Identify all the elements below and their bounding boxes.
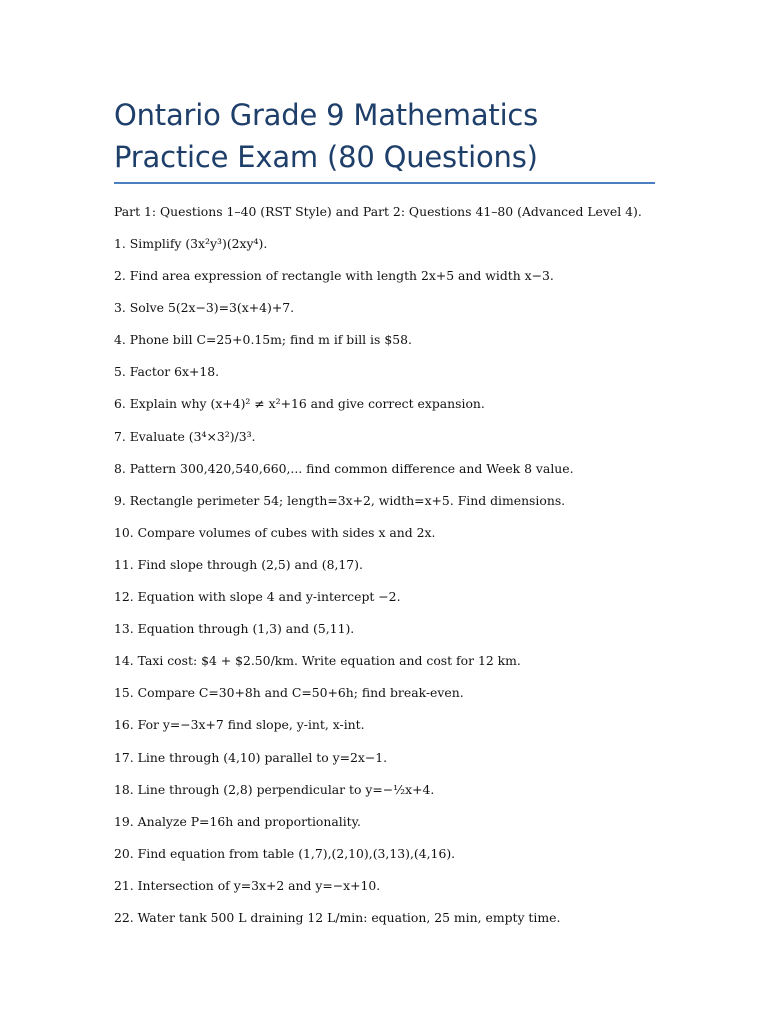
page-title: Ontario Grade 9 Mathematics Practice Exam (80 Questions)	[114, 98, 539, 174]
title-underline	[114, 182, 655, 184]
question-item: 10. Compare volumes of cubes with sides x and 2x.	[114, 524, 436, 540]
question-list	[114, 236, 655, 942]
question-item: 11. Find slope through (2,5) and (8,17).	[114, 556, 363, 572]
question-item: 21. Intersection of y=3x+2 and y=−x+10.	[114, 877, 381, 893]
question-item: 22. Water tank 500 L draining 12 L/min: equation, 25 min, empty time.	[114, 909, 561, 925]
question-item: 20. Find equation from table (1,7),(2,10),(3,13),(4,16).	[114, 845, 456, 861]
question-item: 13. Equation through (1,3) and (5,11).	[114, 621, 355, 637]
question-item: 19. Analyze P=16h and proportionality.	[114, 813, 361, 829]
question-item: 3. Solve 5(2x−3)=3(x+4)+7.	[114, 300, 295, 316]
question-item: 6. Explain why (x+4)² ≠ x²+16 and give correct expansion.	[114, 396, 485, 412]
question-item: 16. For y=−3x+7 find slope, y-int, x-int.	[114, 717, 365, 733]
question-item: 9. Rectangle perimeter 54; length=3x+2, width=x+5. Find dimensions.	[114, 492, 566, 508]
question-item: 12. Equation with slope 4 and y-intercept −2.	[114, 589, 401, 605]
intro-paragraph: Part 1: Questions 1–40 (RST Style) and Part 2: Questions 41–80 (Advanced Level 4).	[114, 204, 642, 219]
question-item: 14. Taxi cost: $4 + $2.50/km. Write equation and cost for 12 km.	[114, 653, 521, 669]
document-page	[114, 94, 655, 942]
question-item: 4. Phone bill C=25+0.15m; find m if bill is $58.	[114, 332, 412, 348]
question-item: 15. Compare C=30+8h and C=50+6h; find break-even.	[114, 685, 464, 701]
question-item: 17. Line through (4,10) parallel to y=2x−1.	[114, 749, 388, 765]
question-item: 7. Evaluate (3⁴×3²)/3³.	[114, 428, 256, 444]
question-item: 18. Line through (2,8) perpendicular to y=−½x+4.	[114, 781, 435, 797]
question-item: 2. Find area expression of rectangle with length 2x+5 and width x−3.	[114, 268, 554, 284]
question-item: 1. Simplify (3x²y³)(2xy⁴).	[114, 236, 268, 251]
question-item: 8. Pattern 300,420,540,660,... find common difference and Week 8 value.	[114, 460, 574, 476]
question-item: 5. Factor 6x+18.	[114, 364, 220, 380]
